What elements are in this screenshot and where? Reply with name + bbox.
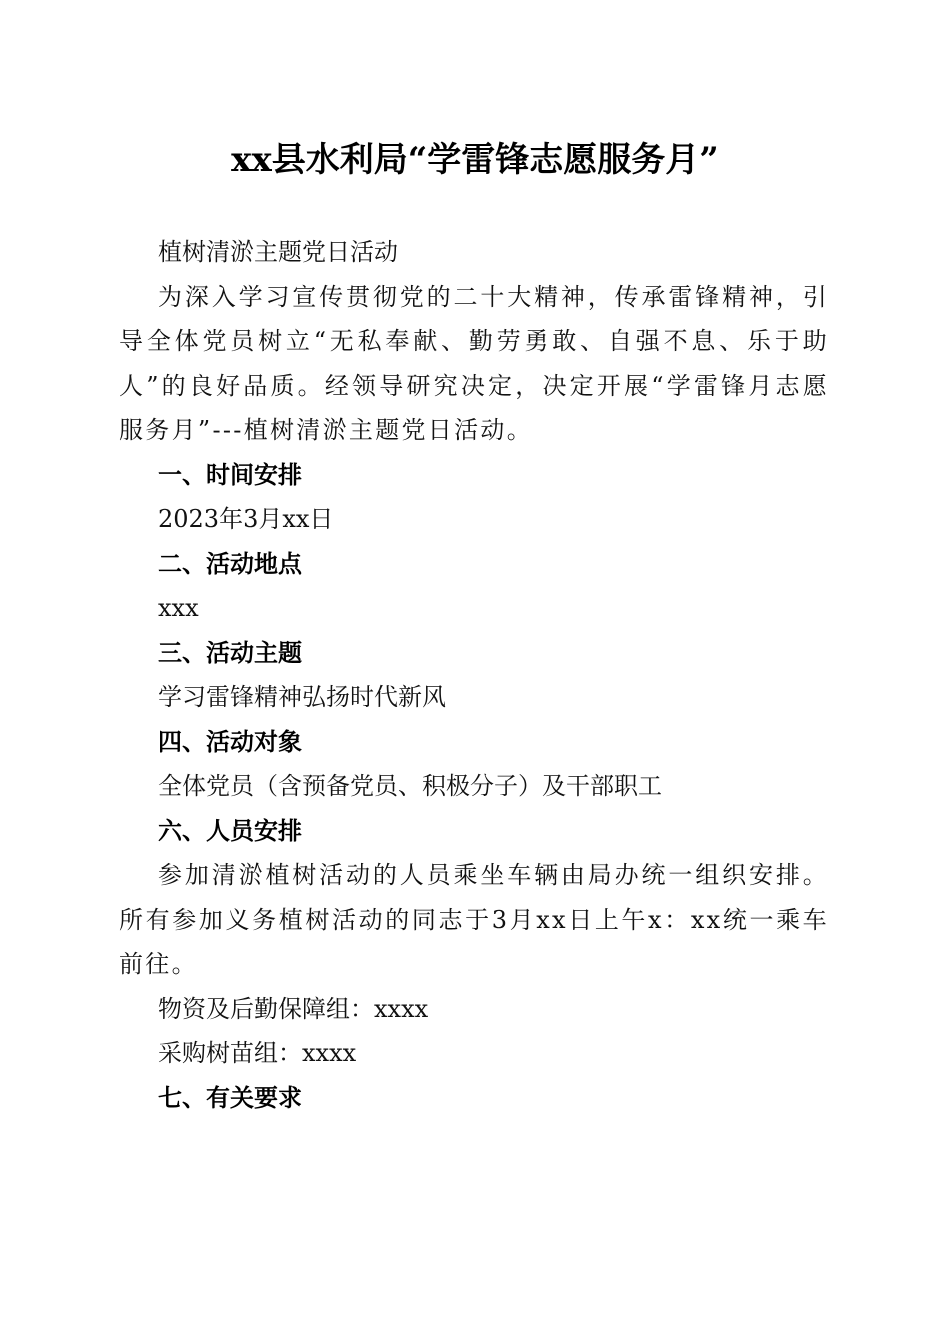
section-heading-requirements: 七、有关要求 xyxy=(158,1083,302,1112)
document-subtitle: 植树清淤主题党日活动 xyxy=(158,238,398,266)
document-title: xx县水利局“学雷锋志愿服务月” xyxy=(231,140,719,180)
section-content-location: xxx xyxy=(158,594,199,622)
section-content-time: 2023年3月xx日 xyxy=(158,505,334,533)
document-body xyxy=(119,230,829,1120)
section-content-theme: 学习雷锋精神弘扬时代新风 xyxy=(158,683,446,711)
section-heading-theme: 三、活动主题 xyxy=(158,638,302,667)
section-content-participants: 全体党员（含预备党员、积极分子）及干部职工 xyxy=(158,772,662,800)
intro-paragraph: 为深入学习宣传贯彻党的二十大精神，传承雷锋精神，引导全体党员树立“无私奉献、勤劳勇敢、自强不息、乐于助人”的良好品质。经领导研究决定，决定开展“学雷锋月志愿服务月”---植树清淤主题党日活动。 xyxy=(119,282,829,444)
section-heading-participants: 四、活动对象 xyxy=(158,727,302,756)
staffing-item-logistics: 物资及后勤保障组：xxxx xyxy=(158,994,429,1023)
section-heading-time: 一、时间安排 xyxy=(158,460,302,489)
section-heading-staffing: 六、人员安排 xyxy=(158,816,302,845)
staffing-item-seedlings: 采购树苗组：xxxx xyxy=(158,1039,357,1067)
section-content-staffing: 参加清淤植树活动的人员乘坐车辆由局办统一组织安排。所有参加义务植树活动的同志于3月xx日上午x：xx统一乘车前往。 xyxy=(119,861,829,978)
section-heading-location: 二、活动地点 xyxy=(158,549,302,578)
